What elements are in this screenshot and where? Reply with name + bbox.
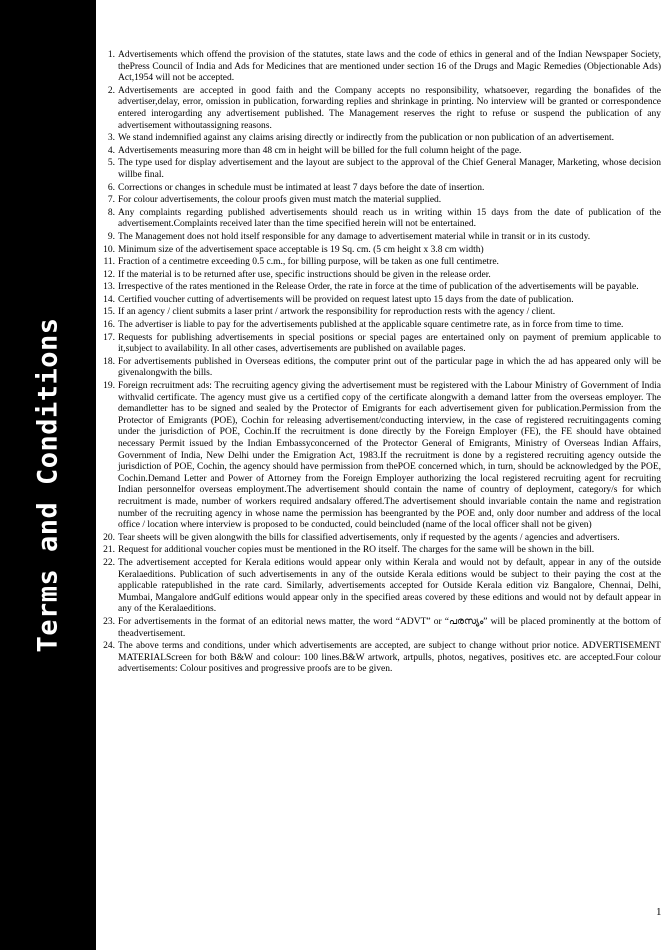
term-text: Requests for publishing advertisements in special positions or special pages are entertained only on payment of premium applicable to it,subject to availability. In all other cases, advertisements are published on available pages. xyxy=(118,332,661,355)
term-item xyxy=(99,208,661,231)
term-text: Advertisements measuring more than 48 cm in height will be billed for the full column height of the page. xyxy=(118,145,522,156)
term-item xyxy=(99,232,661,244)
term-item xyxy=(99,357,661,380)
term-number: 24. xyxy=(103,641,115,652)
term-text: Advertisements which offend the provision of the statutes, state laws and the code of ethics in general and of the Indian Newspaper Society, thePress Council of India and Ads for Medicines that are mentioned under section 16 of the Drugs and Magic Remedies (Objectionable Ads) Act,1954 will not be accepted. xyxy=(118,50,661,84)
term-number: 18. xyxy=(103,356,115,367)
term-item xyxy=(99,282,661,294)
term-item xyxy=(99,295,661,307)
term-text: Fraction of a centimetre exceeding 0.5 c.m., for billing purpose, will be taken as one full centimetre. xyxy=(118,257,499,268)
term-number: 1. xyxy=(107,50,115,60)
terms-content xyxy=(99,50,661,677)
term-text: Foreign recruitment ads: The recruiting agency giving the advertisement must be registered with the Labour Ministry of Government of India withvalid certificate. The agency must give us a certified copy of the certificate alongwith a demand latter from the overseas employer. The demandletter has to be signed and sealed by the Protector of Emigrants for each advertisement given for publication.Permission from the Protector of Emigrants (POE), Cochin for releasing advertisement/conducting interview, in the case of registered recruitingagents coming under the jurisdiction of POE, Cochin.If the recruitment is done directly by the Foreign Employer (FE), the FE should have obtained necessary Permit issued by the Indian Embassyconcerned of the Protector General of Emigrants, Ministry of Overseas Indian Affairs, Government of India, New Delhi under the Emigration Act, 1983.If the recruitment is done by a registered recruiting agency outside the jurisdiction of POE, Cochin, the agency should have permission from thePOE concerned which, in turn, should be acknowledged by the POE, Cochin.Demand Letter and Power of Attorney from the Foreign Employer authorizing the local registered recruiting agent for recruiting Indian personnelfor overseas employment.The advertisement should contain the name of country of deployment, category/s for which recruitment is made, number of workers required andsalary offered.The advertisement should invariable contain the name and registration number of the recruiting agency in whose name the permission has beengranted by the POE and, only door number and address of the local office / location where interview is proposed to be conducted, could beincluded (name of the local officer shall not be given) xyxy=(118,381,661,531)
term-number: 11. xyxy=(103,257,115,268)
term-text: Corrections or changes in schedule must be intimated at least 7 days before the date of insertion. xyxy=(118,182,485,193)
term-item xyxy=(99,195,661,207)
terms-list xyxy=(99,50,661,676)
term-item xyxy=(99,320,661,332)
term-number: 23. xyxy=(103,616,115,627)
term-number: 15. xyxy=(103,307,115,318)
term-text: The type used for display advertisement and the layout are subject to the approval of the Chief General Manager, Marketing, whose decision willbe final. xyxy=(118,158,661,180)
term-text: Request for additional voucher copies must be mentioned in the RO itself. The charges for the same will be shown in the bill. xyxy=(118,545,595,556)
term-item xyxy=(99,533,661,545)
term-text: The Management does not hold itself responsible for any damage to advertisement material while in transit or in its custody. xyxy=(118,231,591,242)
term-item xyxy=(99,558,661,616)
term-number: 5. xyxy=(107,158,115,169)
term-item xyxy=(99,86,661,132)
term-number: 8. xyxy=(107,207,115,218)
term-item xyxy=(99,133,661,145)
term-number: 9. xyxy=(107,231,115,242)
term-number: 4. xyxy=(107,145,115,156)
term-text: For advertisements published in Overseas editions, the computer print out of the particular page in which the ad has appeared only will be givenalongwith the bills. xyxy=(118,356,661,379)
term-item xyxy=(99,545,661,557)
sidebar-title: Terms and Conditions xyxy=(32,317,64,653)
term-number: 13. xyxy=(103,282,115,293)
term-item xyxy=(99,183,661,195)
term-text: Irrespective of the rates mentioned in the Release Order, the rate in force at the time of publication of the advertisements will be payable. xyxy=(118,282,639,293)
term-item xyxy=(99,381,661,532)
term-number: 7. xyxy=(107,195,115,206)
term-item xyxy=(99,307,661,319)
term-number: 10. xyxy=(103,244,115,255)
term-number: 19. xyxy=(103,381,115,392)
term-number: 2. xyxy=(107,85,115,96)
term-number: 20. xyxy=(103,532,115,543)
term-item xyxy=(99,641,661,676)
term-text: Advertisements are accepted in good faith and the Company accepts no responsibility, whatsoever, regarding the bonafides of the advertiser,delay, error, omission in publication, forwarding replies and shrinkage in printing. No interview will be granted or correspondence entered interogarding any advertisement published. The Management reserves the right to refuse or suspend the publication of any advertisement withoutassigning reasons. xyxy=(118,85,661,131)
term-text: Certified voucher cutting of advertisements will be provided on request latest upto 15 days from the date of publication. xyxy=(118,294,574,305)
term-number: 14. xyxy=(103,294,115,305)
term-item xyxy=(99,158,661,181)
term-text: The advertiser is liable to pay for the advertisements published at the applicable square centimetre rate, as in force from time to time. xyxy=(118,320,624,331)
term-text: If the material is to be returned after use, specific instructions should be given in the release order. xyxy=(118,269,491,280)
term-text: The above terms and conditions, under which advertisements are accepted, are subject to change without prior notice. ADVERTISEMENT MATERIALScreen for both B&W and colour: 100 lines.B&W artwork, artpulls, photos, negatives, positives etc. are accepted.Four colour advertisements: Colour positives and progressive proofs are to be given. xyxy=(118,641,661,675)
term-item xyxy=(99,257,661,269)
term-text: We stand indemnified against any claims arising directly or indirectly from the publication or non publication of an advertisement. xyxy=(118,133,614,144)
term-text: If an agency / client submits a laser print / artwork the responsibility for reproduction rests with the agency / client. xyxy=(118,307,556,318)
term-number: 16. xyxy=(103,320,115,331)
term-text: For advertisements in the format of an editorial news matter, the word “ADVT” or “പരസ്യം” will be placed prominently at the bottom of theadvertisement. xyxy=(118,616,661,639)
term-number: 17. xyxy=(103,332,115,343)
term-number: 3. xyxy=(107,133,115,144)
term-number: 21. xyxy=(103,545,115,556)
term-text: The advertisement accepted for Kerala editions would appear only within Kerala and would not by default, appear in any of the outside Keralaeditions. Publication of such advertisements in any of the outside Kerala editions would be subject to their paying the cost at the applicable ratepublished in the rate card. Similarly, advertisements accepted for Outside Kerala edition viz Bangalore, Chennai, Delhi, Mumbai, Mangalore andGulf editions would appear only in the specified areas covered by these editions and would not by default appear in any of the Keralaeditions. xyxy=(118,557,661,615)
term-text: Tear sheets will be given alongwith the bills for classified advertisements, only if requested by the agents / agencies and advertisers. xyxy=(118,532,620,543)
term-text: Any complaints regarding published advertisements should reach us in writing within 15 days from the date of publication of the advertisement.Complaints received later than the time specified herein will not be entertained. xyxy=(118,207,661,230)
sidebar xyxy=(0,0,96,950)
term-number: 12. xyxy=(103,269,115,280)
page-number: 1 xyxy=(656,906,662,918)
term-item xyxy=(99,333,661,356)
term-item xyxy=(99,146,661,158)
term-number: 22. xyxy=(103,557,115,568)
term-item xyxy=(99,617,661,640)
term-item xyxy=(99,270,661,282)
term-text: For colour advertisements, the colour proofs given must match the material supplied. xyxy=(118,195,442,206)
term-text: Minimum size of the advertisement space acceptable is 19 Sq. cm. (5 cm height x 3.8 cm width) xyxy=(118,244,484,255)
term-item xyxy=(99,50,661,85)
term-item xyxy=(99,245,661,257)
term-number: 6. xyxy=(107,182,115,193)
